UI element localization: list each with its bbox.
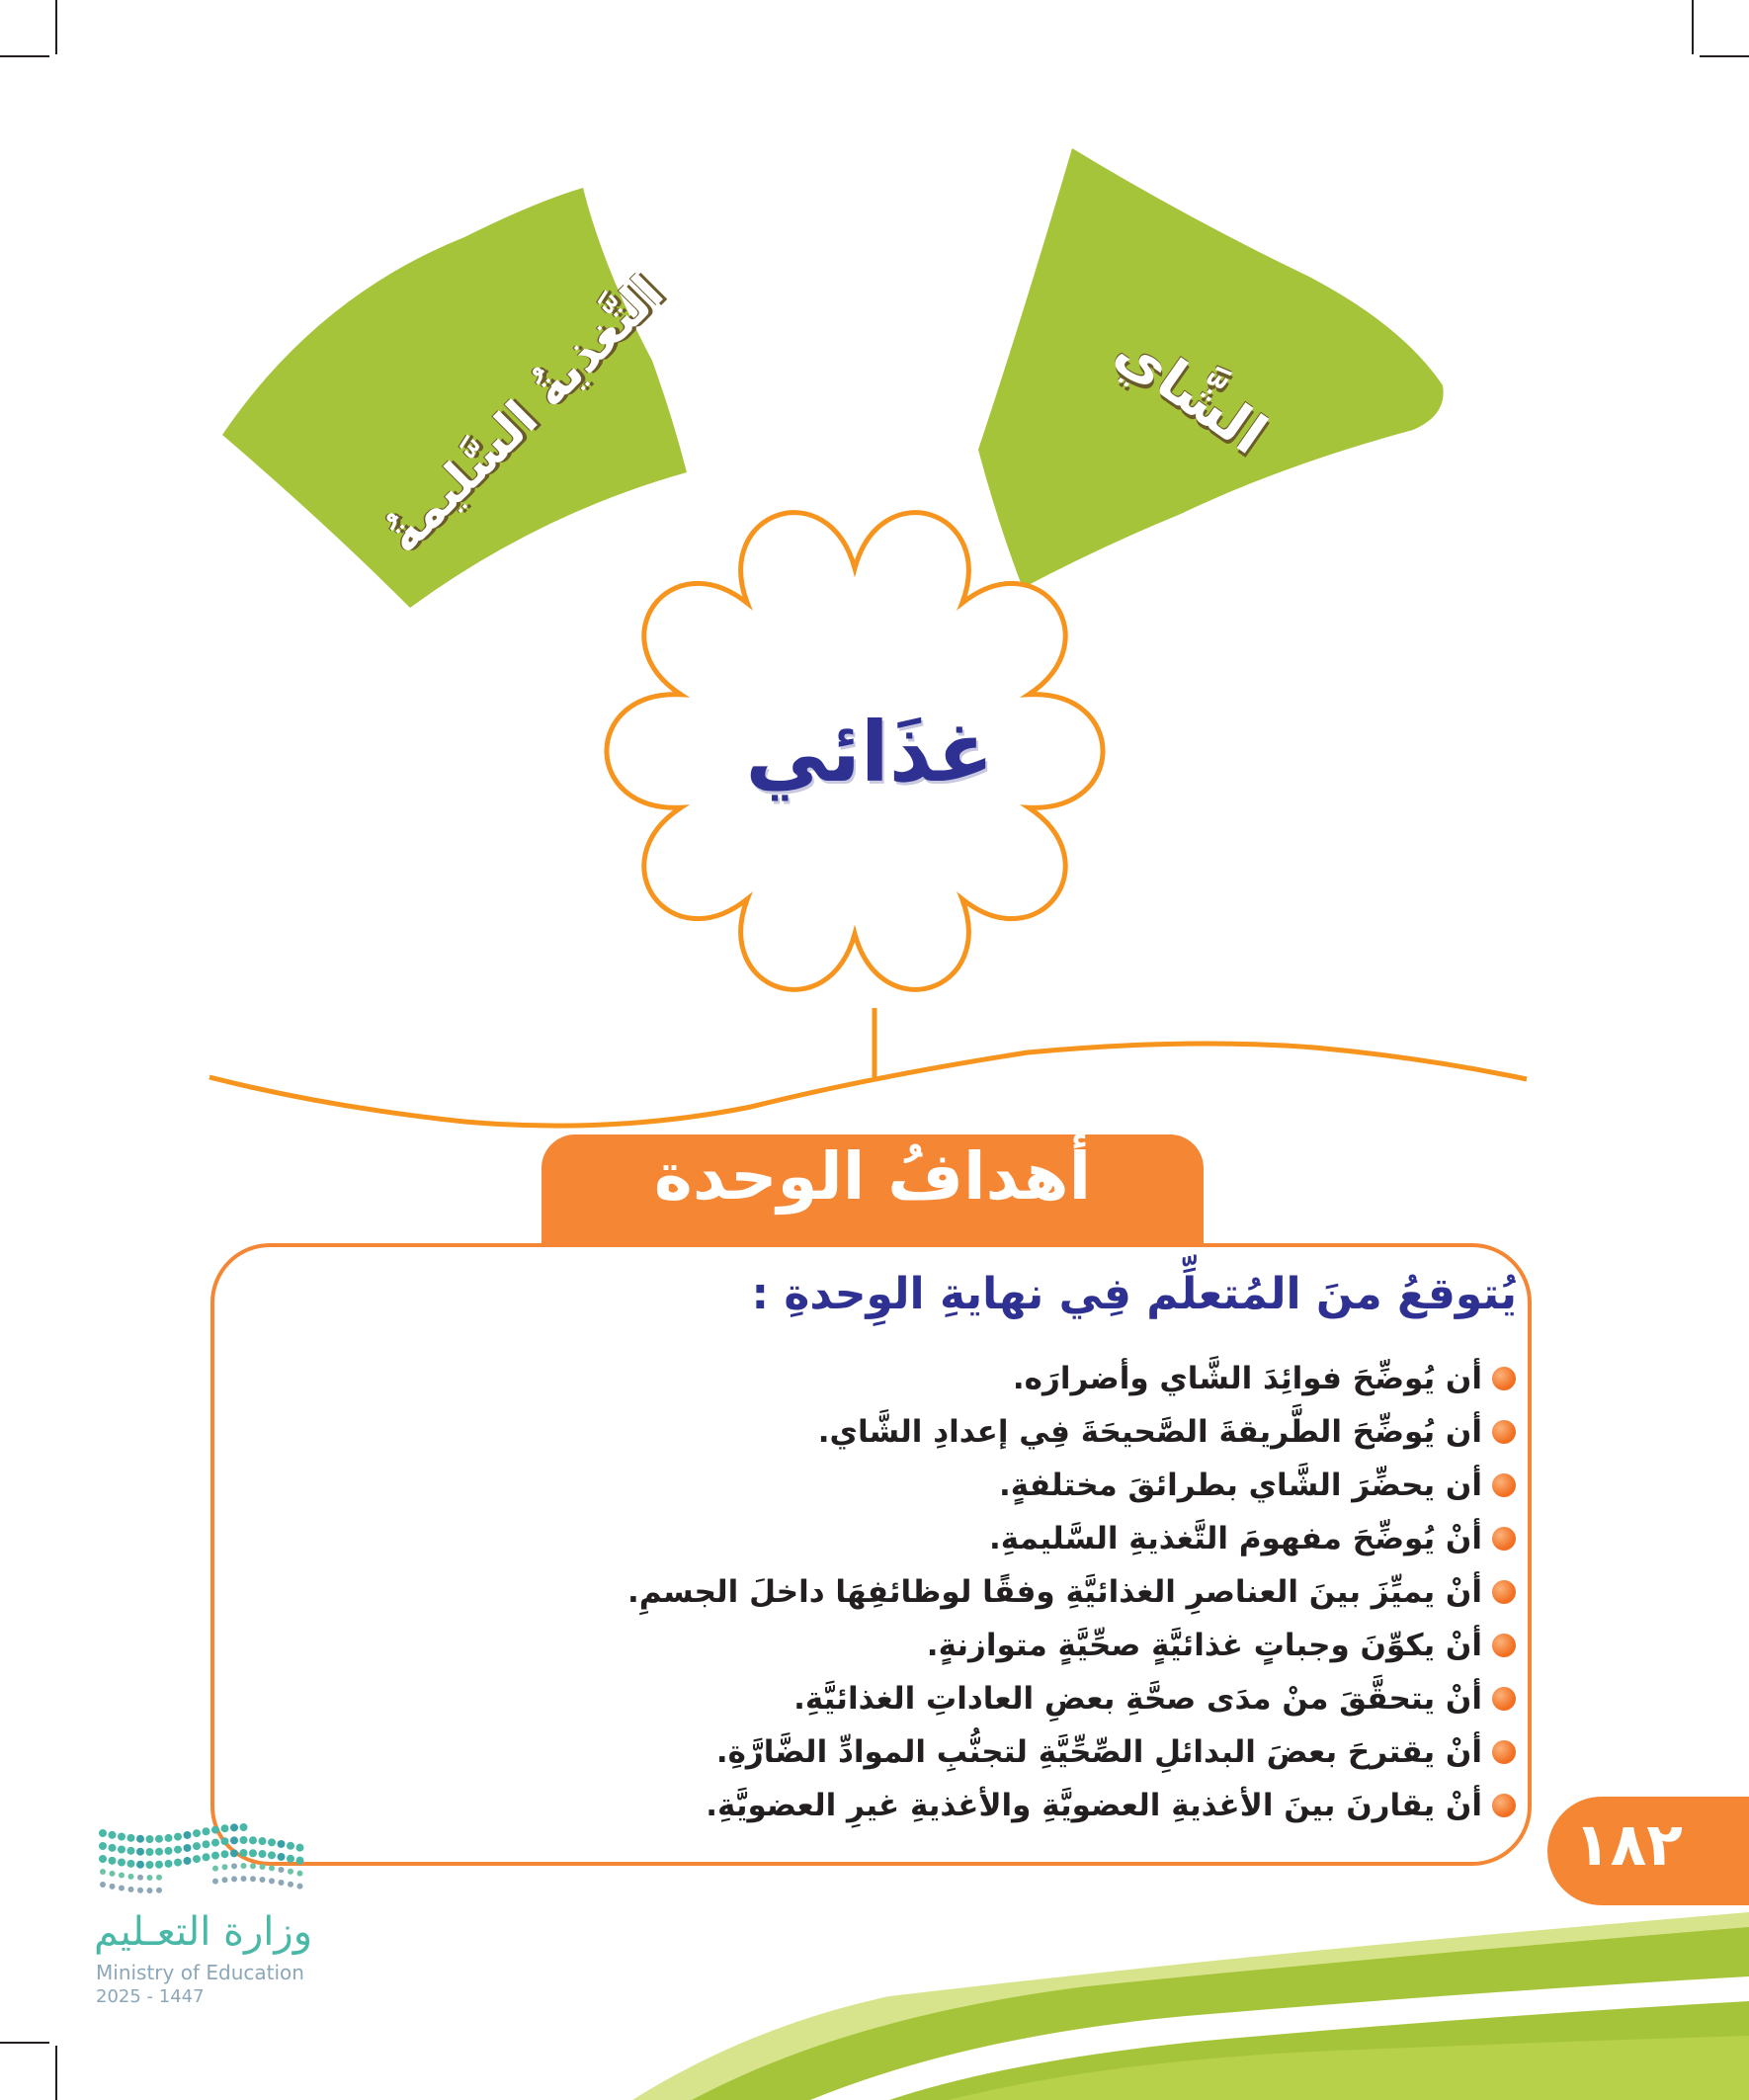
logo-dot xyxy=(136,1848,144,1856)
logo-dot xyxy=(99,1855,107,1863)
logo-dot xyxy=(203,1840,210,1848)
bullet-icon xyxy=(1492,1580,1516,1604)
logo-dot xyxy=(241,1863,247,1869)
logo-dot xyxy=(137,1875,143,1881)
logo-dot xyxy=(165,1834,173,1842)
logo-dot xyxy=(231,1863,237,1869)
logo-dot xyxy=(211,1852,219,1860)
logo-dot xyxy=(109,1831,117,1839)
goal-item xyxy=(716,1727,1516,1777)
logo-dot xyxy=(287,1842,294,1850)
goal-text: أنْ يتحقَّقَ منْ مدَى صحَّةِ بعضِ العاداتِ الغذائيَّةِ. xyxy=(793,1681,1482,1717)
goal-text: أن يحضِّرَ الشَّاي بطرائقَ مختلفةٍ. xyxy=(999,1468,1482,1503)
logo-dot xyxy=(212,1866,218,1872)
logo-dot xyxy=(147,1888,153,1893)
logo-dot xyxy=(211,1826,219,1834)
goal-item xyxy=(1013,1354,1516,1403)
ministry-logo-icon xyxy=(97,1823,309,1902)
logo-dot xyxy=(165,1860,173,1868)
goal-text: أنْ يُوضِّحَ مفهومَ التَّغذيةِ السَّليمةِ. xyxy=(989,1521,1482,1556)
logo-dot xyxy=(109,1857,117,1865)
logo-dot xyxy=(288,1869,293,1875)
logo-dot xyxy=(221,1837,229,1845)
goals-intro: يُتوقعُ منَ المُتعلِّم فِي نهايةِ الوِحدةِ : xyxy=(751,1269,1517,1319)
logo-dot xyxy=(136,1835,144,1843)
logo-dot xyxy=(184,1831,192,1839)
logo-dot xyxy=(287,1855,294,1863)
logo-dot xyxy=(259,1837,267,1845)
goal-text: أنْ يكوِّنَ وجباتٍ غذائيَّةٍ صحِّيَّةٍ متوازنةٍ. xyxy=(926,1628,1482,1663)
bullet-icon xyxy=(1492,1473,1516,1497)
logo-dot xyxy=(221,1850,229,1858)
logo-dot xyxy=(174,1859,182,1867)
goal-item xyxy=(706,1781,1516,1830)
bullet-icon xyxy=(1492,1367,1516,1390)
logo-dot xyxy=(119,1886,125,1891)
logo-dot xyxy=(165,1847,173,1855)
logo-dot xyxy=(240,1836,248,1844)
logo-dot xyxy=(240,1849,248,1857)
logo-dot xyxy=(118,1859,125,1867)
goals-header-title: أهدافُ الوحدة xyxy=(653,1138,1092,1215)
logo-dot xyxy=(193,1842,201,1850)
page-number: ١٨٢ xyxy=(1574,1810,1683,1880)
unit-title: غذَائي xyxy=(745,704,994,800)
logo-dot xyxy=(278,1840,286,1848)
logo-dot xyxy=(269,1878,275,1884)
logo-dot xyxy=(118,1833,125,1841)
logo-dot xyxy=(221,1824,229,1832)
bullet-icon xyxy=(1492,1740,1516,1764)
logo-dot xyxy=(156,1875,162,1881)
logo-dot xyxy=(127,1847,135,1855)
goal-item xyxy=(927,1621,1516,1670)
logo-dot xyxy=(137,1888,143,1893)
logo-dot xyxy=(136,1861,144,1869)
logo-dot xyxy=(99,1829,107,1837)
logo-dot xyxy=(100,1869,106,1875)
logo-dot xyxy=(279,1867,285,1873)
logo-dot xyxy=(193,1855,201,1863)
goal-item xyxy=(999,1461,1516,1510)
logo-dot xyxy=(109,1844,117,1852)
logo-dot xyxy=(174,1833,182,1841)
logo-dot xyxy=(119,1873,125,1879)
logo-dot xyxy=(155,1835,163,1843)
logo-dot xyxy=(212,1879,218,1885)
ministry-year: 2025 - 1447 xyxy=(96,1986,205,2007)
logo-dot xyxy=(269,1865,275,1871)
logo-dot xyxy=(110,1871,116,1877)
logo-dot xyxy=(127,1834,135,1842)
logo-dot xyxy=(260,1877,266,1883)
goal-text: أن يُوضِّحَ فوائِدَ الشَّاي وأضرارَه. xyxy=(1012,1361,1482,1396)
logo-dot xyxy=(230,1823,238,1831)
logo-dot xyxy=(230,1849,238,1857)
logo-dot xyxy=(250,1863,256,1869)
goal-item xyxy=(818,1407,1516,1457)
ministry-name-english: Ministry of Education xyxy=(96,1961,304,1984)
logo-dot xyxy=(203,1853,210,1861)
logo-dot xyxy=(110,1884,116,1890)
goals-header xyxy=(541,1134,1204,1243)
logo-dot xyxy=(250,1876,256,1882)
bullet-icon xyxy=(1492,1687,1516,1711)
logo-dot xyxy=(211,1839,219,1847)
logo-dot xyxy=(259,1850,267,1858)
goal-item xyxy=(793,1674,1516,1723)
petal-label-healthy-nutrition: التَّغذيةُ السَّليمةُ xyxy=(374,264,675,564)
logo-dot xyxy=(118,1846,125,1854)
bullet-icon xyxy=(1492,1527,1516,1551)
logo-dot xyxy=(184,1844,192,1852)
logo-dot xyxy=(268,1851,276,1859)
logo-dot xyxy=(288,1882,293,1888)
logo-dot xyxy=(146,1835,154,1843)
logo-dot xyxy=(146,1848,154,1856)
logo-dot xyxy=(296,1857,304,1865)
logo-dot xyxy=(297,1884,303,1890)
logo-dot xyxy=(241,1876,247,1882)
logo-dot xyxy=(222,1864,228,1870)
goal-item xyxy=(627,1567,1516,1617)
logo-dot xyxy=(184,1857,192,1865)
goal-text: أنْ يقارنَ بينَ الأغذيةِ العضويَّةِ والأغذيةِ غيرِ العضويَّةِ. xyxy=(706,1788,1482,1823)
ministry-name-arabic: وزارة التعـليم xyxy=(94,1909,313,1955)
logo-dot xyxy=(296,1844,304,1852)
bullet-icon xyxy=(1492,1634,1516,1657)
logo-dot xyxy=(278,1853,286,1861)
logo-dot xyxy=(203,1827,210,1835)
goal-text: أنْ يقترحَ بعضَ البدائلِ الصِّحِّيَّةِ لتجنُّبِ الموادِّ الضَّارَّةِ. xyxy=(715,1734,1482,1770)
logo-dot xyxy=(193,1829,201,1837)
logo-dot xyxy=(249,1836,257,1844)
logo-dot xyxy=(231,1876,237,1882)
logo-dot xyxy=(127,1860,135,1868)
logo-dot xyxy=(128,1874,134,1880)
logo-dot xyxy=(100,1882,106,1888)
logo-dot xyxy=(249,1849,257,1857)
bullet-icon xyxy=(1492,1420,1516,1444)
logo-dot xyxy=(268,1838,276,1846)
logo-dot xyxy=(279,1880,285,1886)
logo-dot xyxy=(128,1887,134,1892)
logo-dot xyxy=(99,1842,107,1850)
logo-dot xyxy=(156,1888,162,1893)
ground-curve xyxy=(209,1044,1527,1126)
logo-dot xyxy=(147,1875,153,1881)
logo-dot xyxy=(222,1877,228,1883)
bullet-icon xyxy=(1492,1794,1516,1817)
logo-dot xyxy=(155,1861,163,1869)
petal-label-tea: الشَّاي xyxy=(1103,318,1278,467)
logo-dot xyxy=(155,1848,163,1856)
logo-dot xyxy=(230,1836,238,1844)
logo-dot xyxy=(260,1864,266,1870)
logo-dot xyxy=(240,1823,248,1831)
goal-text: أن يُوضِّحَ الطَّريقةَ الصَّحيحَةَ فِي إعدادِ الشَّاي. xyxy=(817,1414,1482,1450)
goal-item xyxy=(989,1514,1516,1563)
goal-text: أنْ يميِّزَ بينَ العناصرِ الغذائيَّةِ وفقًا لوظائفِهَا داخلَ الجسمِ. xyxy=(627,1574,1482,1610)
logo-dot xyxy=(146,1861,154,1869)
logo-dot xyxy=(297,1871,303,1877)
page-number-tab xyxy=(1547,1797,1749,1905)
logo-dot xyxy=(174,1846,182,1854)
